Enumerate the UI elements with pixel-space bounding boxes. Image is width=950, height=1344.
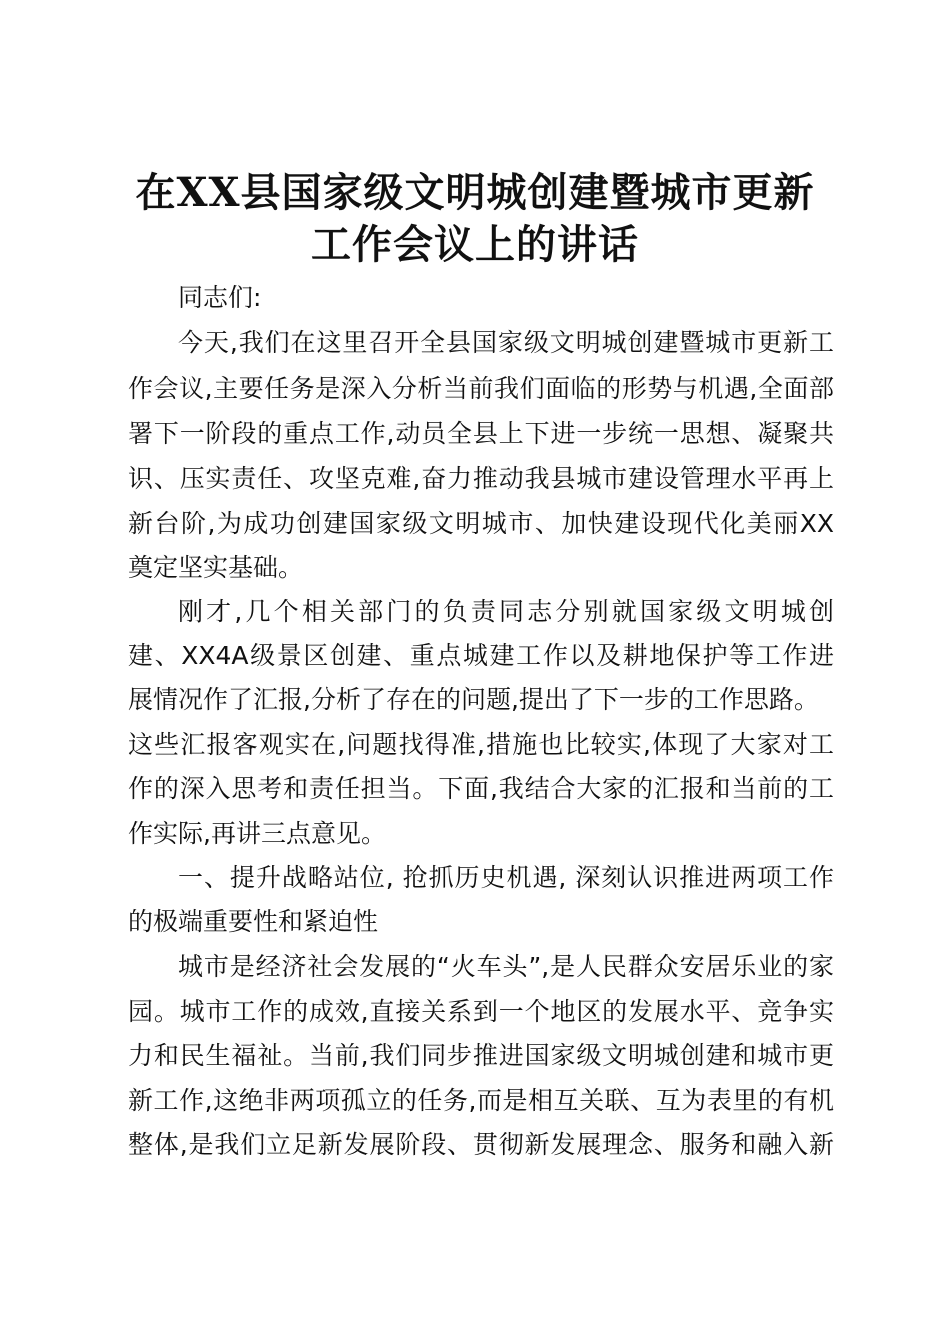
text-line: 建、XX4A级景区创建、重点城建工作以及耕地保护等工作进 <box>128 641 834 670</box>
text-line: 园。城市工作的成效,直接关系到一个地区的发展水平、竞争实 <box>128 997 834 1026</box>
text-line: 署下一阶段的重点工作,动员全县上下进一步统一思想、凝聚共 <box>128 419 834 448</box>
text-line: 一、提升战略站位, 抢抓历史机遇, 深刻认识推进两项工作 <box>178 863 834 892</box>
text-line: 刚才,几个相关部门的负责同志分别就国家级文明城创 <box>178 597 834 626</box>
text-line: 的极端重要性和紧迫性 <box>128 907 379 936</box>
document-title-line-1: 在XX县国家级文明城创建暨城市更新 <box>135 169 815 216</box>
text-line: 今天,我们在这里召开全县国家级文明城创建暨城市更新工 <box>178 328 834 357</box>
text-line: 这些汇报客观实在,问题找得准,措施也比较实,体现了大家对工 <box>128 730 834 759</box>
text-line: 整体,是我们立足新发展阶段、贯彻新发展理念、服务和融入新 <box>128 1130 834 1159</box>
text-line: 识、压实责任、攻坚克难,奋力推动我县城市建设管理水平再上 <box>128 464 834 493</box>
document-title-line-2: 工作会议上的讲话 <box>311 221 639 268</box>
text-line: 新台阶,为成功创建国家级文明城市、加快建设现代化美丽XX <box>128 509 834 538</box>
text-line: 力和民生福祉。当前,我们同步推进国家级文明城创建和城市更 <box>128 1041 834 1070</box>
text-line: 展情况作了汇报,分析了存在的问题,提出了下一步的工作思路。 <box>128 685 819 714</box>
text-line: 城市是经济社会发展的“火车头”,是人民群众安居乐业的家 <box>178 952 834 981</box>
text-line: 奠定坚实基础。 <box>128 553 304 582</box>
text-line: 新工作,这绝非两项孤立的任务,而是相互关联、互为表里的有机 <box>128 1086 834 1115</box>
text-line: 作的深入思考和责任担当。下面,我结合大家的汇报和当前的工 <box>128 774 834 803</box>
text-line: 作会议,主要任务是深入分析当前我们面临的形势与机遇,全面部 <box>128 374 834 403</box>
text-line: 作实际,再讲三点意见。 <box>128 819 386 848</box>
text-line: 同志们: <box>178 283 262 312</box>
